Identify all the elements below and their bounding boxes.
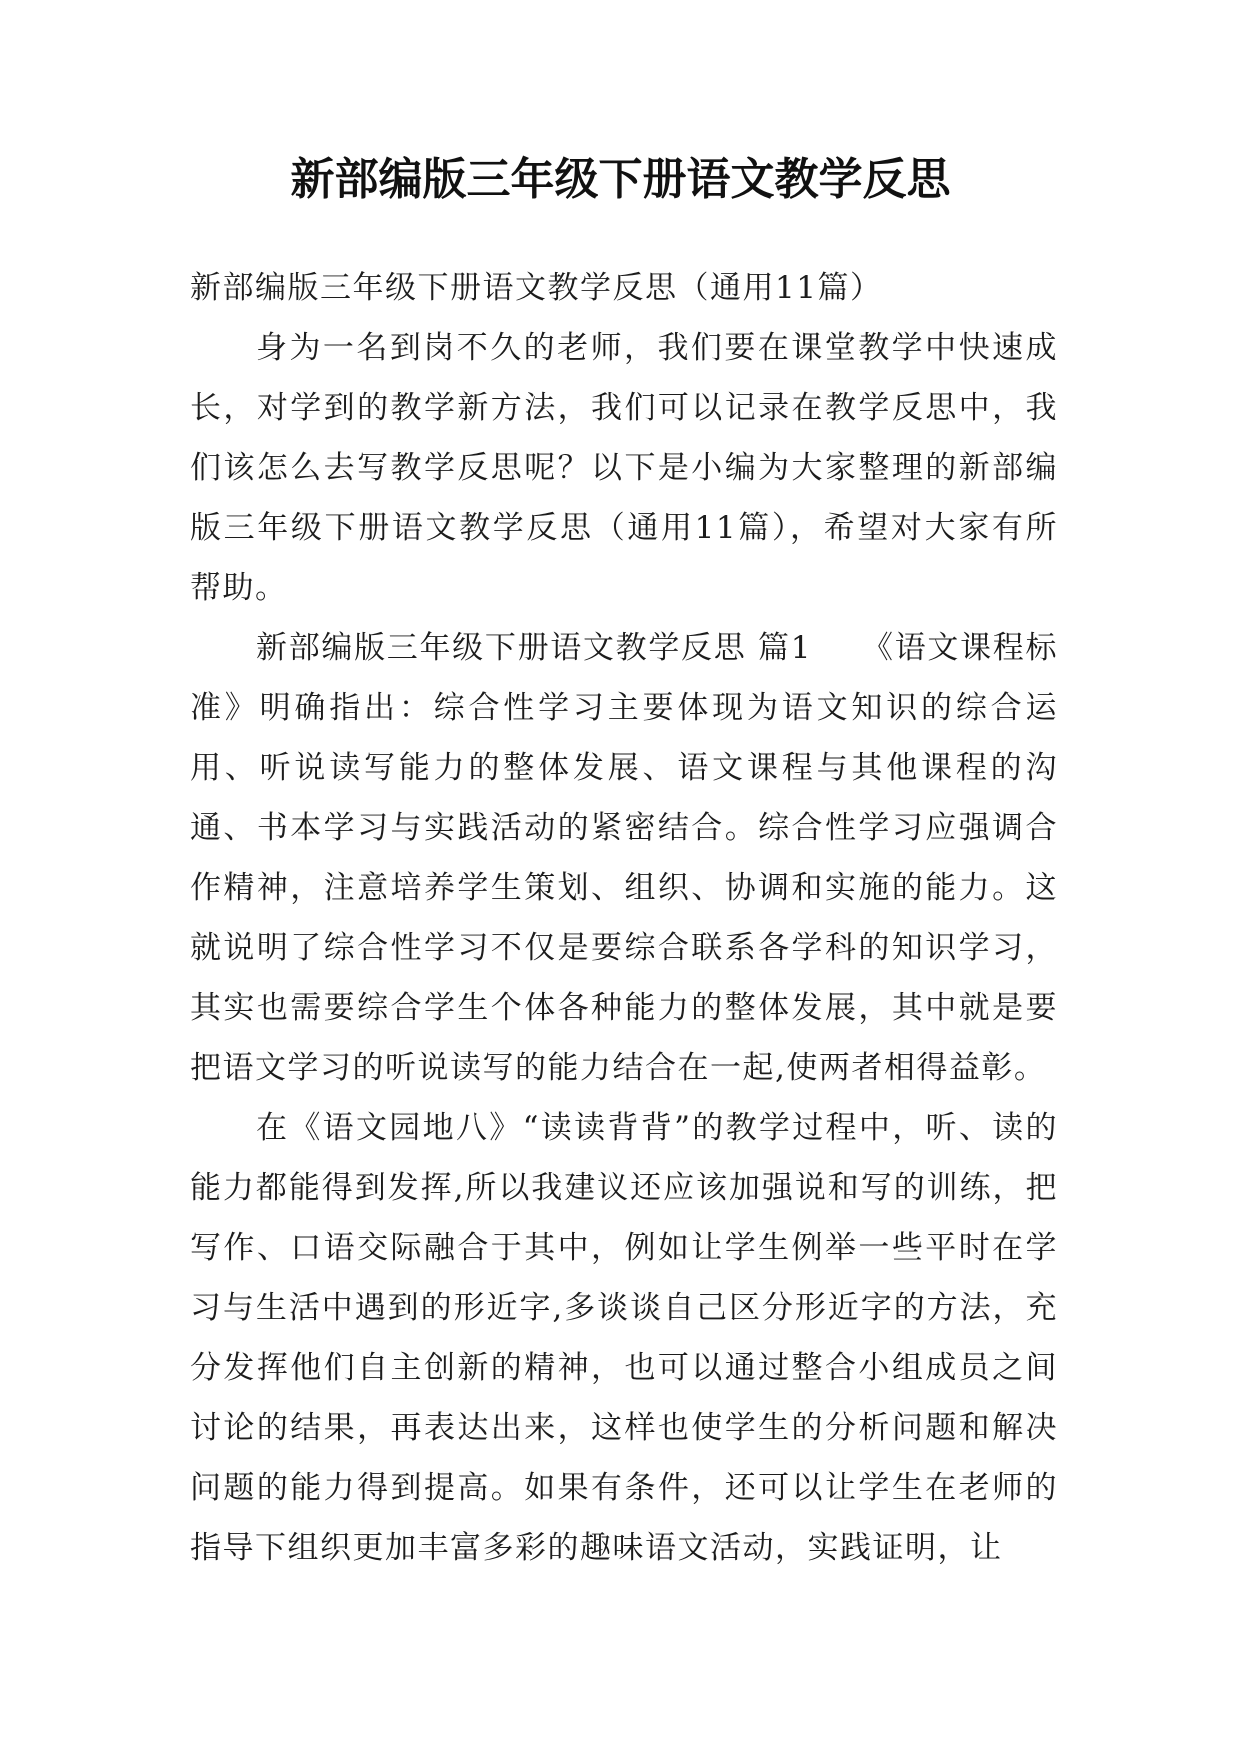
paragraph-section-1-continued: 在《语文园地八》“读读背背”的教学过程中，听、读的能力都能得到发挥,所以我建议还应该加强说和写的训练，把写作、口语交际融合于其中，例如让学生例举一些平时在学习与生活中遇到的形近字,多谈谈自己区分形近字的方法，充分发挥他们自主创新的精神，也可以通过整合小组成员之间讨论的结果，再表达出来，这样也使学生的分析问题和解决问题的能力得到提高。如果有条件，还可以让学生在老师的指导下组织更加丰富多彩的趣味语文活动，实践证明，让	[190, 1110, 1058, 1566]
paragraph-section-1: 新部编版三年级下册语文教学反思 篇1 《语文课程标准》明确指出：综合性学习主要体现为语文知识的综合运用、听说读写能力的整体发展、语文课程与其他课程的沟通、书本学习与实践活动的紧密结合。综合性学习应强调合作精神，注意培养学生策划、组织、协调和实施的能力。这就说明了综合性学习不仅是要综合联系各学科的知识学习，其实也需要综合学生个体各种能力的整体发展，其中就是要把语文学习的听说读写的能力结合在一起,使两者相得益彰。	[190, 630, 1058, 1086]
document-title: 新部编版三年级下册语文教学反思	[290, 154, 951, 205]
document-body	[190, 258, 1058, 1578]
paragraph-intro: 身为一名到岗不久的老师，我们要在课堂教学中快速成长，对学到的教学新方法，我们可以记录在教学反思中，我们该怎么去写教学反思呢？以下是小编为大家整理的新部编版三年级下册语文教学反思（通用11篇），希望对大家有所帮助。	[190, 330, 1058, 606]
document-subtitle: 新部编版三年级下册语文教学反思（通用11篇）	[190, 270, 883, 306]
